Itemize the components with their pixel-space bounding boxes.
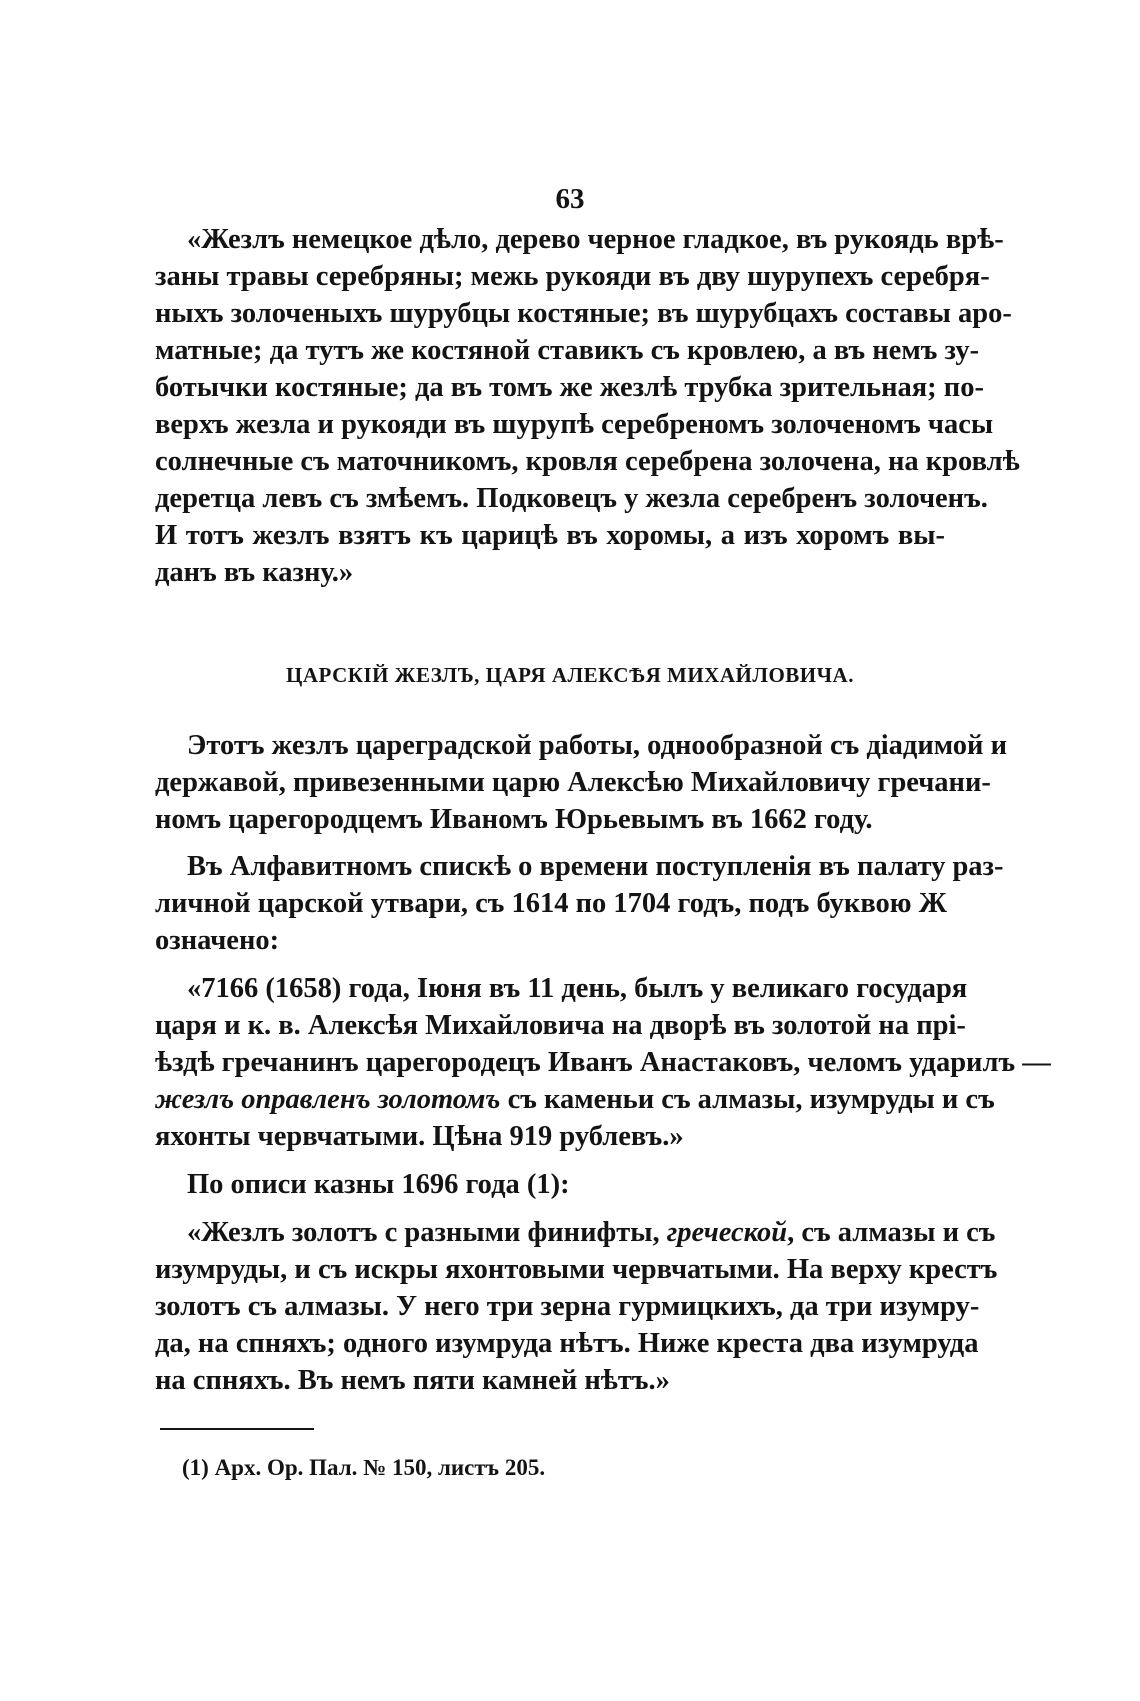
text-line: Этотъ жезлъ цареградской работы, однообразной съ діадимой и [187,730,1008,761]
text-line [187,1215,996,1251]
text-line: верхъ жезла и рукояди въ шурупѣ серебреномъ золоченомъ часы [155,409,994,440]
page-number: 63 [555,183,585,215]
text-line [155,1082,995,1118]
text-line: Въ Алфавитномъ спискѣ о времени поступленія въ палату раз- [187,851,1004,882]
text-line: деретца левъ съ змѣемъ. Подковецъ у жезла серебренъ золоченъ. [155,483,988,514]
text-line: номъ царегородцемъ Иваномъ Юрьевымъ въ 1662 году. [155,804,873,835]
text-line: царя и к. в. Алексѣя Михайловича на дворѣ въ золотой на прі- [155,1010,966,1041]
text-line: изумруды, и съ искры яхонтовыми червчатыми. На верху крестъ [155,1254,998,1285]
text-line: заны травы серебряны; межь рукояди въ дву шурупехъ серебря- [155,261,990,292]
text-line: ботычки костяные; да въ томъ же жезлѣ трубка зрительная; по- [155,372,984,403]
text-line: означено: [155,925,280,956]
text-run: , съ алмазы и съ [787,1217,996,1248]
text-line: «Жезлъ немецкое дѣло, дерево черное гладкое, въ рукоядь врѣ- [187,224,1004,255]
text-run: «Жезлъ золотъ с разными финифты, [187,1217,667,1248]
text-line: на спняхъ. Въ немъ пяти камней нѣтъ.» [155,1365,670,1396]
footnote: (1) Арх. Ор. Пал. № 150, листъ 205. [182,1455,546,1480]
text-line: По описи казны 1696 года (1): [187,1169,570,1200]
text-line: яхонты червчатыми. Цѣна 919 рублевъ.» [155,1121,684,1152]
text-line: да, на спняхъ; одного изумруда нѣтъ. Ниже креста два изумруда [155,1328,979,1359]
section-heading: ЦАРСКІЙ ЖЕЗЛЪ, ЦАРЯ АЛЕКСѢЯ МИХАЙЛОВИЧА. [286,663,854,687]
text-line: И тотъ жезлъ взятъ къ царицѣ въ хоромы, а изъ хоромъ вы- [155,520,945,551]
text-line: державой, привезенными царю Алексѣю Михайловичу гречани- [155,767,991,798]
text-line: «7166 (1658) года, Іюня въ 11 день, былъ у великаго государя [187,973,968,1004]
italic-phrase: жезлъ оправленъ золотомъ [155,1084,501,1115]
footnote-rule [160,1428,314,1430]
text-line: солнечные съ маточникомъ, кровля серебрена золочена, на кровлѣ [155,446,1020,477]
text-line: данъ въ казну.» [155,557,354,588]
text-line: матные; да тутъ же костяной ставикъ съ кровлею, а въ немъ зу- [155,335,980,366]
text-line: ѣздѣ гречанинъ царегородецъ Иванъ Анастаковъ, челомъ ударилъ — [155,1047,1051,1078]
text-run: съ каменьи съ алмазы, изумруды и съ [500,1084,995,1115]
text-line: золотъ съ алмазы. У него три зерна гурмицкихъ, да три изумру- [155,1291,980,1322]
text-line: ныхъ золоченыхъ шурубцы костяные; въ шурубцахъ составы аро- [155,298,1012,329]
italic-phrase: греческой [666,1217,788,1248]
text-line: личной царской утвари, съ 1614 по 1704 годъ, подъ буквою Ж [155,888,947,919]
